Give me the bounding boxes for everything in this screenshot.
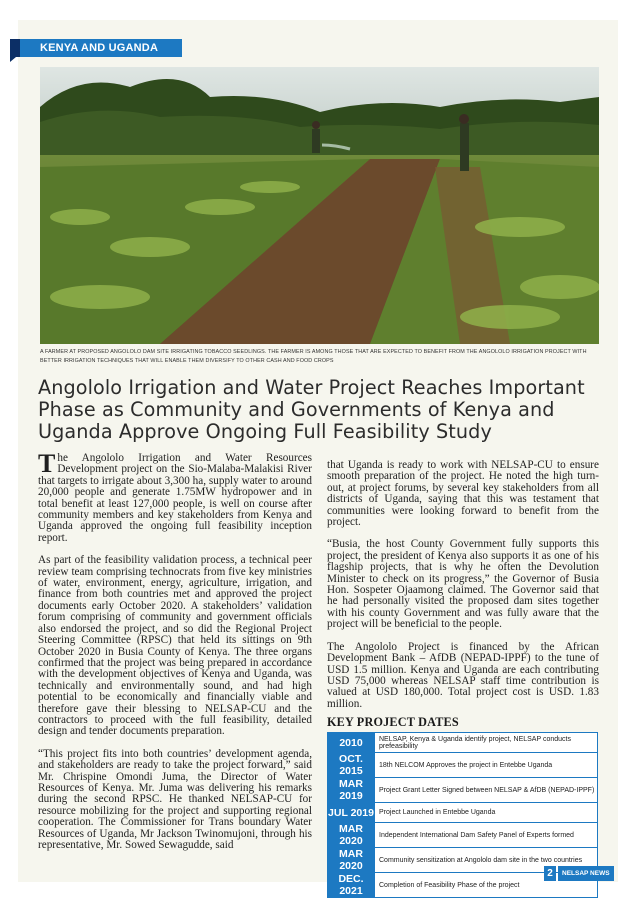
photo-caption: A FARMER AT PROPOSED ANGOLOLO DAM SITE IRRIGATING TOBACCO SEEDLINGS. THE FARMER IS AMONG THOSE THAT ARE EXPECTED TO BENEFIT FROM THE ANGOLOLO IRRIGATION PROJECT WITH BETTER IRRIGATION TECHNIQUES THAT WILL ENABLE THEM DIVERSIFY TO OTHER CASH AND FOOD CROPS <box>40 349 587 364</box>
key-date: MAR 2020 <box>328 848 375 873</box>
key-date-row <box>328 733 598 753</box>
section-label: KENYA AND UGANDA <box>10 39 182 57</box>
key-date-event: Completion of Feasibility Phase of the project <box>375 873 598 898</box>
article-paragraph-3: “This project fits into both countries’ development agenda, and stakeholders are ready to take the project forward,” said Mr. Chrispine Omondi Juma, the Director of Water Resources of Kenya. Mr. Juma was delivering his remarks during the second RPSC. He thanked NELSAP-CU for resource mobilizing for the project and supporting regional cooperation. The Commissioner for Trans boundary Water Resources of Uganda, Mr Jackson Twinomujoni, through his representative, Mr. Sowed Sewagudde, said <box>38 747 312 851</box>
key-date-row <box>328 803 598 823</box>
key-date: MAR 2020 <box>328 823 375 848</box>
article-paragraph-6: The Angololo Project is financed by the African Development Bank – AfDB (NEPAD-IPPF) to the tune of USD 1.5 million. Kenya and Uganda are each contributing USD 75,000 whereas NELSAP staff time contribution is valued at USD 180,000. Total project cost is USD. 1.83 million. <box>327 640 599 710</box>
key-date: DEC. 2021 <box>328 873 375 898</box>
article-paragraph-2: As part of the feasibility validation process, a technical peer review team comprising technocrats from five key ministries of water, environment, energy, agriculture, irrigation, and finance from both countries met and approved the project documents early October 2020. A stakeholders’ validation forum comprising of community and government officials also endorsed the project, and so did the Regional Project Steering Committee (RPSC) that held its sittings on 9th October 2020 in Busia County of Kenya. The three organs confirmed that the project was being prepared in accordance with the development objectives of Kenya and Uganda, was technically and environmentally sound, and had high potential to be economically and financially viable and therefore gave their blessing to NELSAP-CU and the contractors to proceed with the full feasibility, detailed design and tender documents preparation. <box>38 554 312 738</box>
key-date-row <box>328 823 598 848</box>
key-date-event: Project Launched in Entebbe Uganda <box>375 803 598 823</box>
publication-name: NELSAP NEWS <box>558 866 614 881</box>
key-date-event: Project Grant Letter Signed between NELSAP & AfDB (NEPAD-IPPF) <box>375 778 598 803</box>
key-dates-title: KEY PROJECT DATES <box>327 715 459 729</box>
key-date: JUL 2019 <box>328 803 375 823</box>
key-date-event: NELSAP, Kenya & Uganda identify project, NELSAP conducts prefeasibility <box>375 733 598 753</box>
key-date: OCT. 2015 <box>328 753 375 778</box>
key-date-event: Independent International Dam Safety Panel of Experts formed <box>375 823 598 848</box>
key-date: 2010 <box>328 733 375 753</box>
article-column-right <box>327 460 599 721</box>
key-date-row <box>328 753 598 778</box>
page-number: 2 <box>544 866 556 881</box>
article-headline: Angololo Irrigation and Water Project Reaches Important Phase as Community and Governments of Kenya and Uganda Approve Ongoing Full Feasibility Study <box>38 376 585 443</box>
paragraph-text: he Angololo Irrigation and Water Resources Development project on the Sio-Malaba-Malakisi River that targets to irrigate about 3,300 ha, supply water to around 20,000 people and generate 1.75MW hydropower and in total benefit at least 127,000 people, is well on course after community members and key stakeholders from Kenya and Uganda approved the ongoing full feasibility inception report. <box>38 452 312 544</box>
article-paragraph-5: “Busia, the host County Government fully supports this project, the president of Kenya also supports it as one of his flagship projects, that is why he often the Devolution Minister to check on its progress,” the Governor of Busia Hon. Sospeter Ojaamong claimed. The Governor said that he had personally visited the proposed dam sites together with his county Government and was fully aware that the project will be beneficial to the people. <box>327 538 599 631</box>
key-date: MAR 2019 <box>328 778 375 803</box>
key-date-event: Community sensitization at Angololo dam site in the two countries <box>375 848 598 873</box>
article-paragraph-1 <box>38 449 312 544</box>
article-column-left <box>38 449 312 862</box>
article-photo <box>40 67 599 344</box>
article-paragraph-4: that Uganda is ready to work with NELSAP-CU to ensure smooth preparation of the project. He noted the high turn-out, at project forums, by several key stakeholders from all districts of Uganda, saying that this was testament that communities were looking forward to benefit from the project. <box>327 459 599 529</box>
page-footer <box>544 866 614 881</box>
field-photo-illustration <box>40 67 599 344</box>
drop-cap: T <box>38 449 56 478</box>
key-date-event: 18th NELCOM Approves the project in Entebbe Uganda <box>375 753 598 778</box>
key-date-row <box>328 778 598 803</box>
